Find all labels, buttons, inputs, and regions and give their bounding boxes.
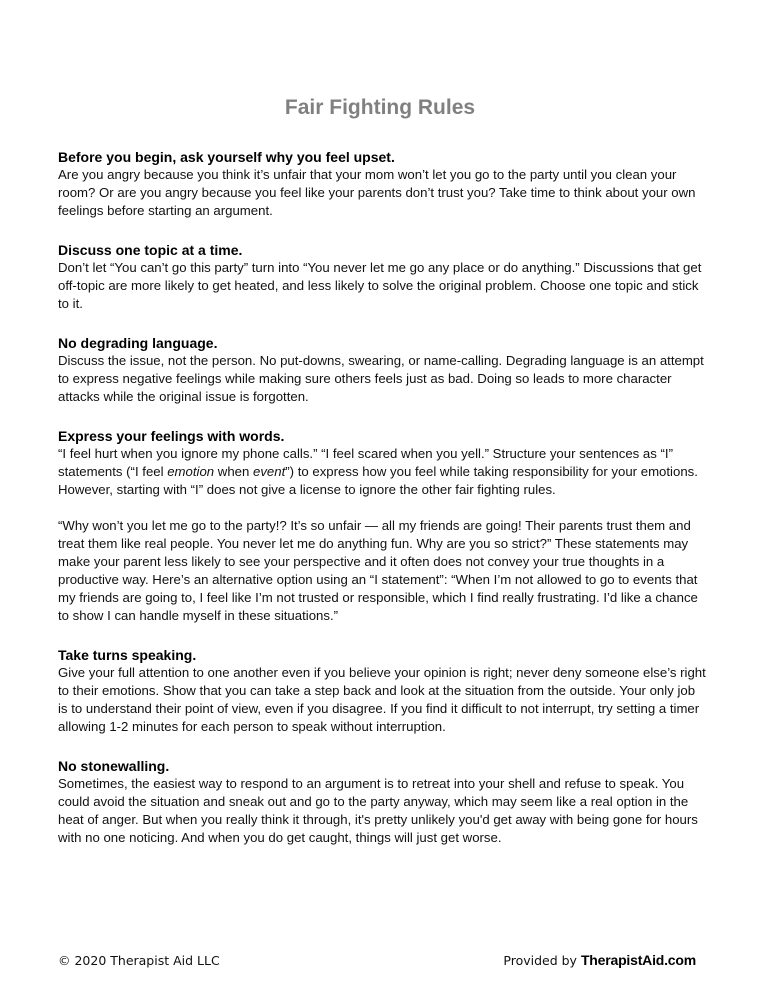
rule-heading: Express your feelings with words.	[58, 428, 285, 444]
rule-body: Discuss the issue, not the person. No put-downs, swearing, or name-calling. Degrading language is an attempt to express negative feelings while making sure others feels just as bad. Doing so leads to more character attacks while the original issue is forgotten.	[58, 353, 704, 404]
rule-heading: No stonewalling.	[58, 758, 170, 774]
rule-heading: Before you begin, ask yourself why you feel upset.	[58, 149, 395, 165]
body-text: ”) to express how you feel while taking responsibility for your emotions. However, starting with “I” does not give a license to ignore the other fair fighting rules.	[58, 464, 698, 497]
rule-example: “Why won’t you let me go to the party!? It’s so unfair — all my friends are going! Their parents trust them and treat them like real people. You never let me do anything fun. Why are you so strict?” These statements may make your parent less likely to see your perspective and it often does not convey your true thoughts in a productive way. Here’s an alternative option using an “I statement”: “When I’m not allowed to go to events that my friends are going to, I feel like I’m not trusted or responsible, which I find really frustrating. I’d like a chance to show I can handle myself in these situations.”	[58, 518, 698, 623]
rule-section-no-degrading	[58, 334, 708, 406]
rule-heading: No degrading language.	[58, 335, 218, 351]
rule-section-feelings	[58, 427, 708, 625]
emphasis-emotion: emotion	[167, 464, 215, 479]
body-text: when	[214, 464, 253, 479]
page-title: Fair Fighting Rules	[284, 96, 476, 119]
rule-heading: Take turns speaking.	[58, 647, 197, 663]
copyright-notice: © 2020 Therapist Aid LLC	[58, 953, 220, 968]
brand-link[interactable]: TherapistAid.com	[580, 952, 696, 968]
emphasis-event: event	[252, 464, 286, 479]
rule-section-reflect	[58, 148, 708, 220]
provided-by-label: Provided by	[503, 953, 577, 968]
rule-section-one-topic	[58, 241, 708, 313]
provided-by	[503, 952, 696, 968]
rule-body: Give your full attention to one another even if you believe your opinion is right; never deny someone else’s right to their emotions. Show that you can take a step back and look at the situation from the outside. Your only job is to understand their point of view, even if you disagree. If you find it difficult to not interrupt, try setting a timer allowing 1-2 minutes for each person to speak without interruption.	[58, 665, 706, 734]
rule-body	[58, 445, 708, 499]
rule-section-no-stonewalling	[58, 757, 708, 847]
rule-body: Are you angry because you think it’s unfair that your mom won’t let you go to the party until you clean your room? Or are you angry because you feel like your parents don’t trust you? Take time to think about your own feelings before starting an argument.	[58, 167, 696, 218]
rule-section-take-turns	[58, 646, 708, 736]
rule-body: Sometimes, the easiest way to respond to an argument is to retreat into your shell and refuse to speak. You could avoid the situation and sneak out and go to the party anyway, which may seem like a real option in the heat of anger. But when you really think it through, it's pretty unlikely you'd get away with being gone for hours with no one noticing. And when you do get caught, things will just get worse.	[58, 776, 698, 845]
body-text: “I feel hurt when you ignore my phone calls.” “I feel scared when you yell.” Structure your sentences as “I” statements (“I feel	[58, 446, 673, 479]
rule-body: Don’t let “You can’t go this party” turn into “You never let me go any place or do anything.” Discussions that get off-topic are more likely to get heated, and less likely to solve the original problem. Choose one topic and stick to it.	[58, 260, 702, 311]
worksheet-content	[58, 148, 708, 868]
rule-heading: Discuss one topic at a time.	[58, 242, 243, 258]
